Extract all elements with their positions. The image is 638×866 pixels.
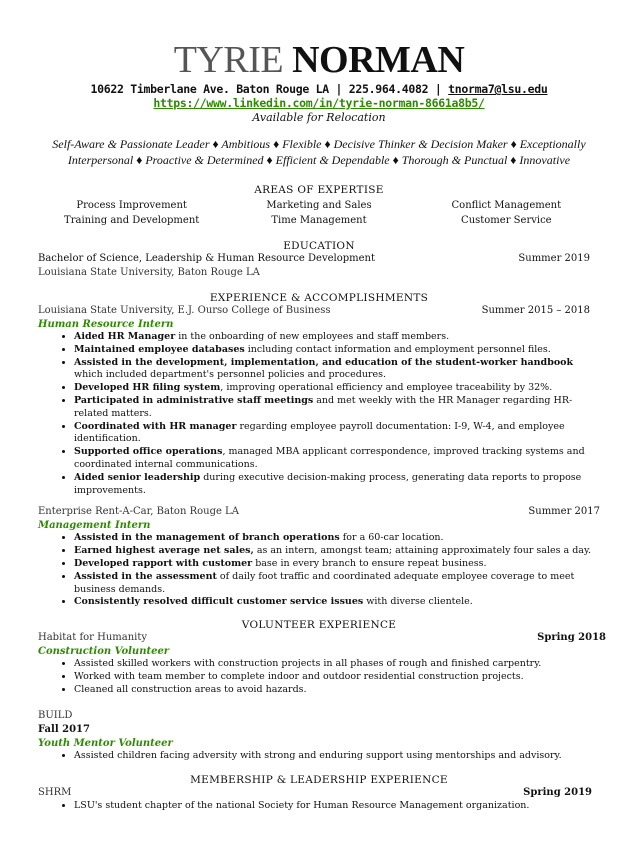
list-item: • Participated in administrative staff meetings and met weekly with the HR Manager regarding HR-related matters. bbox=[74, 395, 600, 421]
expertise-item: Training and Development bbox=[64, 215, 200, 226]
membership-title: MEMBERSHIP & LEADERSHIP EXPERIENCE bbox=[190, 774, 448, 787]
list-item: • Coordinated with HR manager regarding employee payroll documentation: I-9, W-4, and employee identification. bbox=[74, 421, 600, 447]
expertise-item: Marketing and Sales bbox=[266, 200, 372, 211]
list-item: • Assisted children facing adversity with strong and enduring support using mentorships and advisory. bbox=[74, 750, 600, 763]
school: Louisiana State University, Baton Rouge LA bbox=[38, 267, 260, 278]
membership-org: SHRM bbox=[38, 787, 72, 799]
expertise-item: Customer Service bbox=[461, 215, 552, 226]
list-item: • Consistently resolved difficult customer service issues with diverse clientele. bbox=[74, 596, 600, 609]
habitat-date: Spring 2018 bbox=[537, 632, 606, 644]
job-1-role: Human Resource Intern bbox=[38, 319, 174, 330]
job-1-bullets bbox=[38, 331, 600, 497]
degree: Bachelor of Science, Leadership & Human Resource Development bbox=[38, 253, 376, 264]
experience-title: EXPERIENCE & ACCOMPLISHMENTS bbox=[209, 292, 429, 304]
candidate-name bbox=[38, 40, 600, 80]
list-item: • Assisted in the assessment of daily foot traffic and coordinated adequate employee coverage to meet business demands. bbox=[74, 571, 600, 597]
habitat-bullets bbox=[38, 658, 600, 696]
job-2-header bbox=[38, 505, 600, 519]
build-date: Fall 2017 bbox=[38, 723, 90, 735]
list-item: • Aided HR Manager in the onboarding of new employees and staff members. bbox=[74, 331, 600, 344]
volunteer-title: VOLUNTEER EXPERIENCE bbox=[241, 619, 397, 632]
first-name: TYRIE bbox=[173, 39, 284, 81]
job-1-date: Summer 2015 – 2018 bbox=[481, 305, 590, 316]
traits-line-1: Self-Aware & Passionate Leader ♦ Ambitious ♦ Flexible ♦ Decisive Thinker & Decision Maker ♦ Exceptionally bbox=[52, 137, 586, 151]
list-item: • Earned highest average net sales, as an intern, amongst team; attaining approximately four sales a day. bbox=[74, 545, 600, 558]
resume-page bbox=[0, 40, 638, 866]
expertise-grid bbox=[38, 198, 600, 228]
expertise-item: Conflict Management bbox=[451, 200, 562, 211]
membership-header bbox=[38, 786, 600, 800]
habitat-org: Habitat for Humanity bbox=[38, 632, 148, 644]
list-item: • Developed rapport with customer base in every branch to ensure repeat business. bbox=[74, 558, 600, 571]
habitat-role: Construction Volunteer bbox=[38, 646, 170, 658]
education-date: Summer 2019 bbox=[518, 253, 590, 264]
contact-line bbox=[38, 82, 600, 96]
traits-summary bbox=[38, 136, 600, 168]
job-2-bullets bbox=[38, 532, 600, 609]
education-row bbox=[38, 252, 600, 266]
list-item: • Maintained employee databases including contact information and employment personnel files. bbox=[74, 344, 600, 357]
job-2-date: Summer 2017 bbox=[528, 506, 600, 518]
expertise-item: Process Improvement bbox=[76, 200, 187, 211]
membership-date: Spring 2019 bbox=[523, 787, 592, 799]
list-item: • Assisted in the development, implementation, and education of the student-worker handbook which included department's personnel policies and procedures. bbox=[74, 357, 600, 383]
relocation-note: Available for Relocation bbox=[252, 111, 386, 124]
email-link[interactable]: tnorma7@lsu.edu bbox=[448, 82, 548, 96]
job-2-role: Management Intern bbox=[38, 520, 151, 532]
expertise-title: AREAS OF EXPERTISE bbox=[254, 184, 384, 196]
list-item: • LSU's student chapter of the national Society for Human Resource Management organization. bbox=[74, 800, 600, 813]
job-1-header bbox=[38, 304, 600, 318]
list-item: • Developed HR filing system, improving operational efficiency and employee traceability by 32%. bbox=[74, 382, 600, 395]
membership-bullets bbox=[38, 800, 600, 813]
list-item: • Assisted in the management of branch operations for a 60-car location. bbox=[74, 532, 600, 545]
list-item: • Worked with team member to complete indoor and outdoor residential construction projects. bbox=[74, 671, 600, 684]
traits-line-2: Interpersonal ♦ Proactive & Determined ♦ Efficient & Dependable ♦ Thorough & Punctual ♦ Innovative bbox=[67, 153, 571, 167]
build-bullets bbox=[38, 750, 600, 763]
list-item: • Aided senior leadership during executive decision-making process, generating data reports to propose improvements. bbox=[74, 472, 600, 498]
address-phone: 10622 Timberlane Ave. Baton Rouge LA | 225.964.4082 | bbox=[90, 82, 449, 96]
linkedin-link[interactable]: https://www.linkedin.com/in/tyrie-norman-8661a8b5/ bbox=[153, 96, 485, 110]
build-role: Youth Mentor Volunteer bbox=[38, 737, 173, 749]
job-1-org: Louisiana State University, E.J. Ourso College of Business bbox=[38, 305, 331, 316]
last-name: NORMAN bbox=[292, 39, 465, 81]
habitat-header bbox=[38, 631, 606, 645]
job-2-org: Enterprise Rent-A-Car, Baton Rouge LA bbox=[38, 506, 239, 518]
build-org: BUILD bbox=[38, 709, 73, 721]
list-item: • Cleaned all construction areas to avoid hazards. bbox=[74, 684, 600, 697]
list-item: • Supported office operations, managed MBA applicant correspondence, improved tracking systems and coordinated internal communications. bbox=[74, 446, 600, 472]
list-item: • Assisted skilled workers with construction projects in all phases of rough and finished carpentry. bbox=[74, 658, 600, 671]
expertise-item: Time Management bbox=[271, 215, 367, 226]
education-title: EDUCATION bbox=[283, 240, 355, 252]
